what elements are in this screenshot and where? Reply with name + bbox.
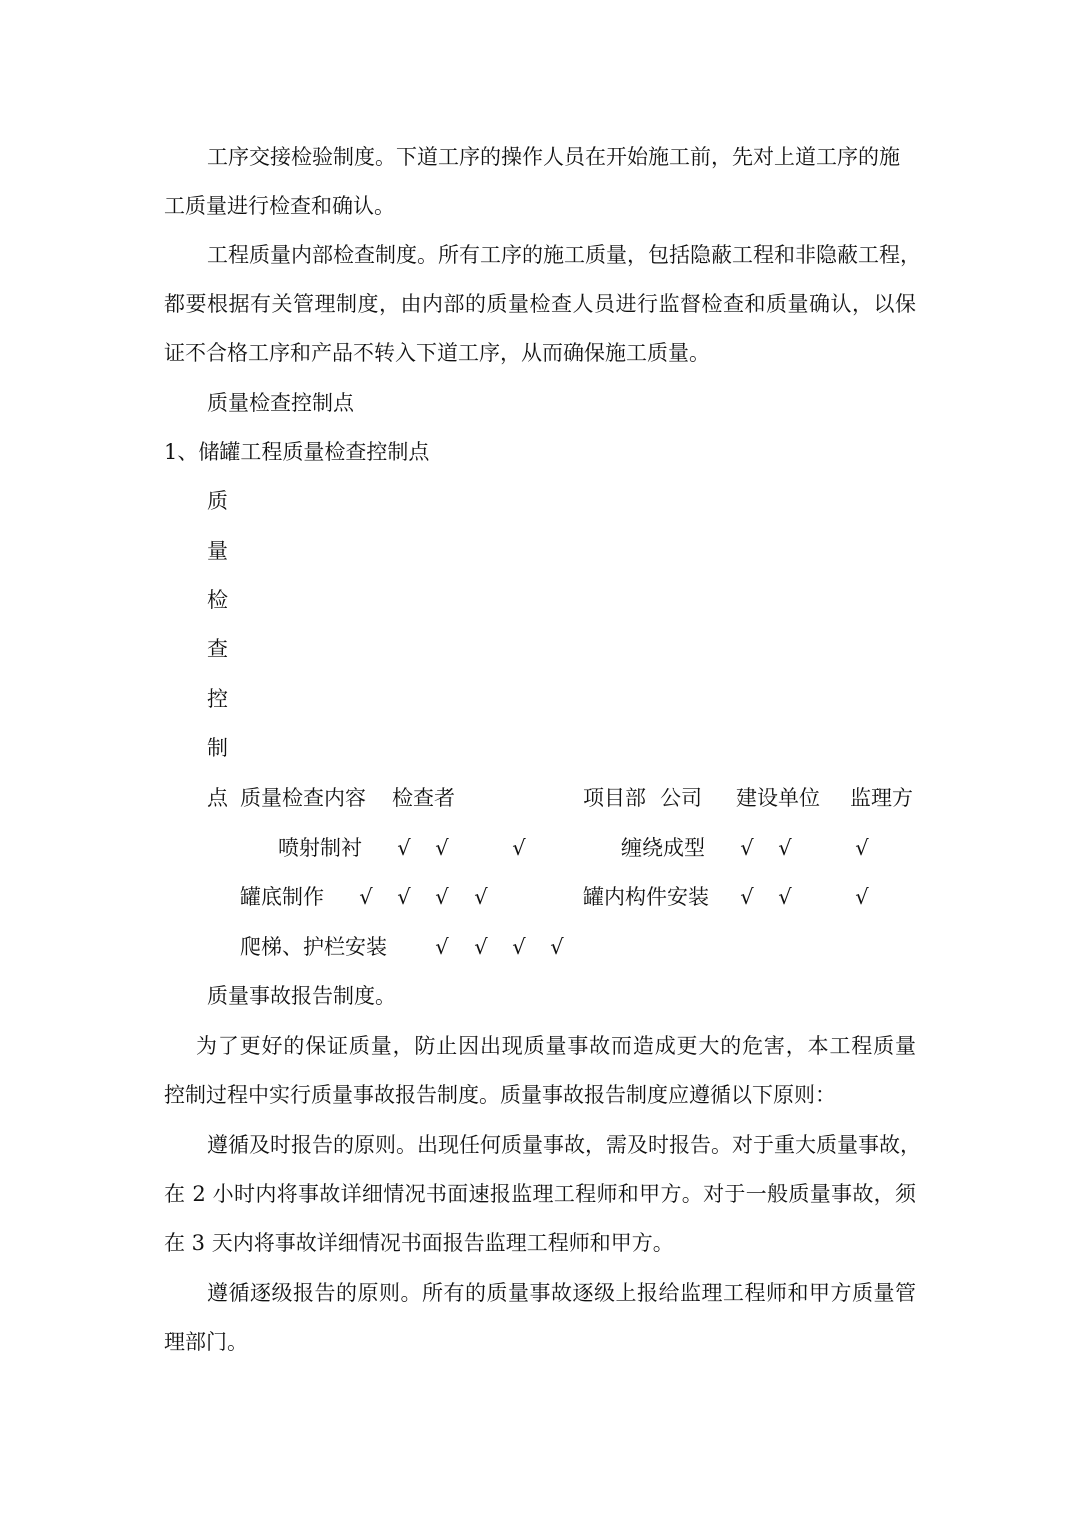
check-mark: √ — [435, 836, 449, 860]
check-mark: √ — [855, 836, 869, 860]
check-mark: √ — [435, 935, 449, 959]
vertical-title-char: 制 — [207, 736, 228, 760]
check-mark: √ — [397, 836, 411, 860]
table-cell-item: 缠绕成型 — [621, 836, 705, 860]
heading-tank-control-points: 1、储罐工程质量检查控制点 — [164, 440, 430, 464]
check-mark: √ — [740, 885, 754, 909]
para-3-line-1: 为了更好的保证质量，防止因出现质量事故而造成更大的危害，本工程质量 — [196, 1034, 916, 1058]
para-1-line-1: 工序交接检验制度。下道工序的操作人员在开始施工前，先对上道工序的施 — [207, 145, 900, 169]
table-header-company: 公司 — [660, 786, 702, 810]
table-header-project-dept: 项目部 — [583, 786, 646, 810]
check-mark: √ — [778, 885, 792, 909]
para-2-line-1: 工程质量内部检查制度。所有工序的施工质量，包括隐蔽工程和非隐蔽工程， — [207, 243, 921, 267]
para-4-line-1: 遵循及时报告的原则。出现任何质量事故，需及时报告。对于重大质量事故， — [207, 1133, 921, 1157]
check-mark: √ — [435, 885, 449, 909]
para-3-line-2: 控制过程中实行质量事故报告制度。质量事故报告制度应遵循以下原则： — [164, 1083, 836, 1107]
check-mark: √ — [550, 935, 564, 959]
para-1-line-2: 工质量进行检查和确认。 — [164, 194, 395, 218]
para-2-line-3: 证不合格工序和产品不转入下道工序，从而确保施工质量。 — [164, 341, 710, 365]
table-cell-item: 罐内构件安装 — [583, 885, 709, 909]
table-cell-item: 罐底制作 — [240, 885, 324, 909]
vertical-title-char: 量 — [207, 539, 228, 563]
para-5-line-1: 遵循逐级报告的原则。所有的质量事故逐级上报给监理工程师和甲方质量管 — [207, 1281, 916, 1305]
table-header-owner: 建设单位 — [736, 786, 820, 810]
vertical-title-char: 质 — [207, 489, 228, 513]
check-mark: √ — [397, 885, 411, 909]
table-cell-item: 喷射制衬 — [278, 836, 362, 860]
check-mark: √ — [359, 885, 373, 909]
table-cell-item: 爬梯、护栏安装 — [240, 935, 387, 959]
para-5-line-2: 理部门。 — [164, 1330, 248, 1354]
vertical-title-char: 检 — [207, 588, 228, 612]
para-2-line-2: 都要根据有关管理制度，由内部的质量检查人员进行监督检查和质量确认，以保 — [164, 292, 916, 316]
para-4-line-3: 在 3 天内将事故详细情况书面报告监理工程师和甲方。 — [164, 1231, 674, 1255]
check-mark: √ — [512, 836, 526, 860]
check-mark: √ — [474, 885, 488, 909]
vertical-title-char: 查 — [207, 637, 228, 661]
vertical-title-char: 控 — [207, 687, 228, 711]
heading-quality-control-points: 质量检查控制点 — [207, 391, 354, 415]
vertical-title-char: 点 — [207, 786, 228, 810]
check-mark: √ — [778, 836, 792, 860]
table-header-inspector: 检查者 — [392, 786, 455, 810]
table-header-content: 质量检查内容 — [240, 786, 366, 810]
check-mark: √ — [740, 836, 754, 860]
check-mark: √ — [474, 935, 488, 959]
check-mark: √ — [855, 885, 869, 909]
check-mark: √ — [512, 935, 526, 959]
para-4-line-2: 在 2 小时内将事故详细情况书面速报监理工程师和甲方。对于一般质量事故，须 — [164, 1182, 916, 1206]
table-header-supervisor: 监理方 — [850, 786, 913, 810]
heading-accident-report: 质量事故报告制度。 — [207, 984, 396, 1008]
